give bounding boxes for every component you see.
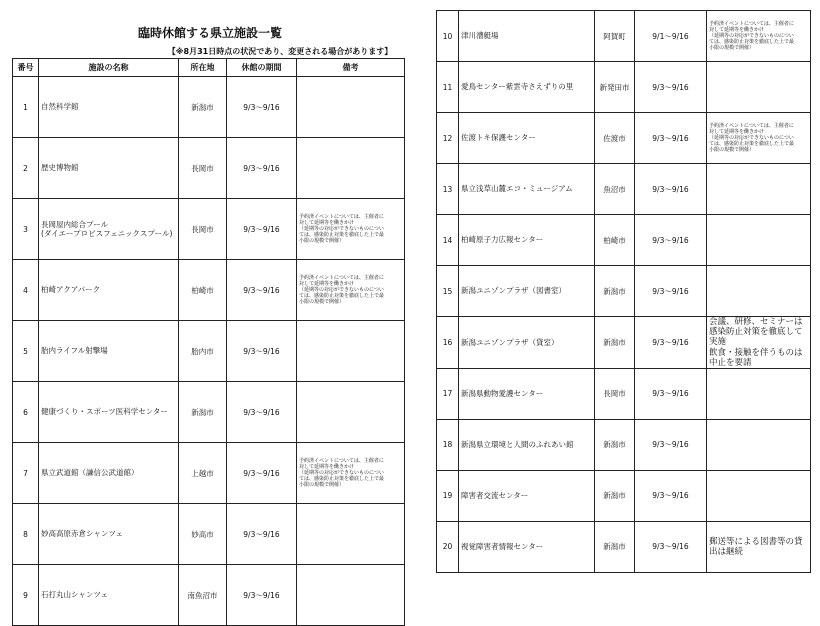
table-row xyxy=(13,260,405,321)
remarks-cell xyxy=(707,164,811,215)
row-number: 5 xyxy=(13,321,39,382)
closure-period: 9/3～9/16 xyxy=(227,443,297,504)
table-row xyxy=(437,113,811,164)
table-row xyxy=(437,470,811,521)
table-row xyxy=(13,321,405,382)
table-header-row xyxy=(13,59,405,77)
status-note: 【※8月31日時点の状況であり、変更される場合があります】 xyxy=(167,47,393,56)
facility-location: 南魚沼市 xyxy=(179,565,227,626)
remarks-cell: 郵送等による図書等の貸 出は継続 xyxy=(707,521,811,572)
facility-location: 新潟市 xyxy=(595,266,635,317)
remarks-cell xyxy=(707,215,811,266)
row-number: 3 xyxy=(13,199,39,260)
table-row xyxy=(13,77,405,138)
remarks-cell xyxy=(297,565,405,626)
page-title: 臨時休館する県立施設一覧 xyxy=(137,26,282,40)
closure-period: 9/3～9/16 xyxy=(635,215,707,266)
facility-location: 長岡市 xyxy=(179,138,227,199)
remarks-cell: 予約済イベントについては、主催者に 対して延期等を働きかけ （延期等の対応ができないものについ ては、感染防止対策を徹底した上で最 小限の規模で開催） xyxy=(707,11,811,62)
facility-location: 新潟市 xyxy=(595,419,635,470)
facility-name: 新潟県立環境と人間のふれあい館 xyxy=(459,419,595,470)
closure-period: 9/3～9/16 xyxy=(635,266,707,317)
remarks-cell xyxy=(297,138,405,199)
row-number: 9 xyxy=(13,565,39,626)
row-number: 14 xyxy=(437,215,459,266)
facility-location: 魚沼市 xyxy=(595,164,635,215)
header-location: 所在地 xyxy=(179,59,227,77)
facility-name: 歴史博物館 xyxy=(39,138,179,199)
closure-period: 9/3～9/16 xyxy=(227,565,297,626)
facility-name: 県立浅草山麓エコ・ミュージアム xyxy=(459,164,595,215)
row-number: 11 xyxy=(437,62,459,113)
table-row xyxy=(13,382,405,443)
header-name: 施設の名称 xyxy=(39,59,179,77)
facility-name: 胎内ライフル射撃場 xyxy=(39,321,179,382)
facility-location: 阿賀町 xyxy=(595,11,635,62)
facility-location: 新潟市 xyxy=(595,317,635,369)
table-row xyxy=(13,443,405,504)
row-number: 10 xyxy=(437,11,459,62)
table-row xyxy=(437,215,811,266)
closure-period: 9/3～9/16 xyxy=(227,382,297,443)
facility-name: 健康づくり・スポーツ医科学センター xyxy=(39,382,179,443)
facility-name: 自然科学館 xyxy=(39,77,179,138)
facility-name: 県立武道館（謙信公武道館） xyxy=(39,443,179,504)
closure-period: 9/3～9/16 xyxy=(227,504,297,565)
facility-location: 新発田市 xyxy=(595,62,635,113)
row-number: 18 xyxy=(437,419,459,470)
facility-location: 新潟市 xyxy=(179,382,227,443)
facility-name: 柏崎原子力広報センター xyxy=(459,215,595,266)
header-num: 番号 xyxy=(13,59,39,77)
closure-period: 9/3～9/16 xyxy=(227,321,297,382)
remarks-cell: 予約済イベントについては、主催者に 対して延期等を働きかけ （延期等の対応ができないものについ ては、感染防止対策を徹底した上で最 小限の規模で開催） xyxy=(297,260,405,321)
facility-location: 長岡市 xyxy=(595,368,635,419)
closure-period: 9/1～9/16 xyxy=(635,11,707,62)
row-number: 17 xyxy=(437,368,459,419)
closure-period: 9/3～9/16 xyxy=(635,62,707,113)
row-number: 7 xyxy=(13,443,39,504)
closure-period: 9/3～9/16 xyxy=(635,113,707,164)
table-row xyxy=(437,266,811,317)
row-number: 20 xyxy=(437,521,459,572)
remarks-cell xyxy=(707,62,811,113)
remarks-cell: 会議、研修、セミナーは 感染防止対策を徹底して 実施 飲食・接触を伴うものは 中止を要請 xyxy=(707,317,811,369)
facility-location: 新潟市 xyxy=(179,77,227,138)
header-remarks: 備考 xyxy=(297,59,405,77)
table-row xyxy=(437,419,811,470)
facility-name: 愛鳥センター紫雲寺さえずりの里 xyxy=(459,62,595,113)
table-row xyxy=(437,62,811,113)
row-number: 1 xyxy=(13,77,39,138)
row-number: 16 xyxy=(437,317,459,369)
facility-name: 新潟ユニゾンプラザ（図書室） xyxy=(459,266,595,317)
facility-location: 新潟市 xyxy=(595,470,635,521)
facility-location: 上越市 xyxy=(179,443,227,504)
remarks-cell xyxy=(297,382,405,443)
closure-period: 9/3～9/16 xyxy=(635,317,707,369)
table-row xyxy=(13,504,405,565)
remarks-cell xyxy=(707,470,811,521)
facility-location: 柏崎市 xyxy=(595,215,635,266)
row-number: 19 xyxy=(437,470,459,521)
closure-period: 9/3～9/16 xyxy=(227,260,297,321)
row-number: 6 xyxy=(13,382,39,443)
remarks-cell: 予約済イベントについては、主催者に 対して延期等を働きかけ （延期等の対応ができないものについ ては、感染防止対策を徹底した上で最 小限の規模で開催） xyxy=(707,113,811,164)
facility-name: 妙高高原赤倉シャンツェ xyxy=(39,504,179,565)
table-row xyxy=(13,565,405,626)
facility-name: 長岡屋内総合プール (ダイエープロビスフェニックスプール) xyxy=(39,199,179,260)
table-row xyxy=(13,138,405,199)
table-row xyxy=(437,11,811,62)
table-row xyxy=(437,521,811,572)
table-row xyxy=(437,164,811,215)
remarks-cell xyxy=(297,504,405,565)
remarks-cell xyxy=(707,368,811,419)
facility-table-right xyxy=(436,10,811,573)
remarks-cell: 予約済イベントについては、主催者に 対して延期等を働きかけ （延期等の対応ができないものについ ては、感染防止対策を徹底した上で最 小限の規模で開催） xyxy=(297,199,405,260)
closure-period: 9/3～9/16 xyxy=(227,138,297,199)
remarks-cell xyxy=(297,77,405,138)
closure-period: 9/3～9/16 xyxy=(227,199,297,260)
remarks-cell: 予約済イベントについては、主催者に 対して延期等を働きかけ （延期等の対応ができないものについ ては、感染防止対策を徹底した上で最 小限の規模で開催） xyxy=(297,443,405,504)
table-row xyxy=(437,317,811,369)
facility-location: 新潟市 xyxy=(595,521,635,572)
facility-location: 長岡市 xyxy=(179,199,227,260)
header-period: 休館の期間 xyxy=(227,59,297,77)
row-number: 8 xyxy=(13,504,39,565)
row-number: 4 xyxy=(13,260,39,321)
table-row xyxy=(13,199,405,260)
table-row xyxy=(437,368,811,419)
facility-location: 佐渡市 xyxy=(595,113,635,164)
remarks-cell xyxy=(707,266,811,317)
closure-period: 9/3～9/16 xyxy=(635,470,707,521)
facility-name: 障害者交流センター xyxy=(459,470,595,521)
row-number: 15 xyxy=(437,266,459,317)
facility-name: 新潟県動物愛護センター xyxy=(459,368,595,419)
closure-period: 9/3～9/16 xyxy=(635,521,707,572)
facility-name: 石打丸山シャンツェ xyxy=(39,565,179,626)
facility-name: 柏崎アクアパーク xyxy=(39,260,179,321)
closure-period: 9/3～9/16 xyxy=(635,368,707,419)
remarks-cell xyxy=(707,419,811,470)
row-number: 12 xyxy=(437,113,459,164)
closure-period: 9/3～9/16 xyxy=(635,419,707,470)
facility-location: 胎内市 xyxy=(179,321,227,382)
remarks-cell xyxy=(297,321,405,382)
row-number: 2 xyxy=(13,138,39,199)
facility-name: 視覚障害者情報センター xyxy=(459,521,595,572)
closure-period: 9/3～9/16 xyxy=(227,77,297,138)
facility-location: 柏崎市 xyxy=(179,260,227,321)
facility-location: 妙高市 xyxy=(179,504,227,565)
facility-name: 佐渡トキ保護センター xyxy=(459,113,595,164)
row-number: 13 xyxy=(437,164,459,215)
closure-period: 9/3～9/16 xyxy=(635,164,707,215)
facility-table-left xyxy=(12,58,405,626)
facility-name: 新潟ユニゾンプラザ（貸室） xyxy=(459,317,595,369)
facility-name: 津川漕艇場 xyxy=(459,11,595,62)
